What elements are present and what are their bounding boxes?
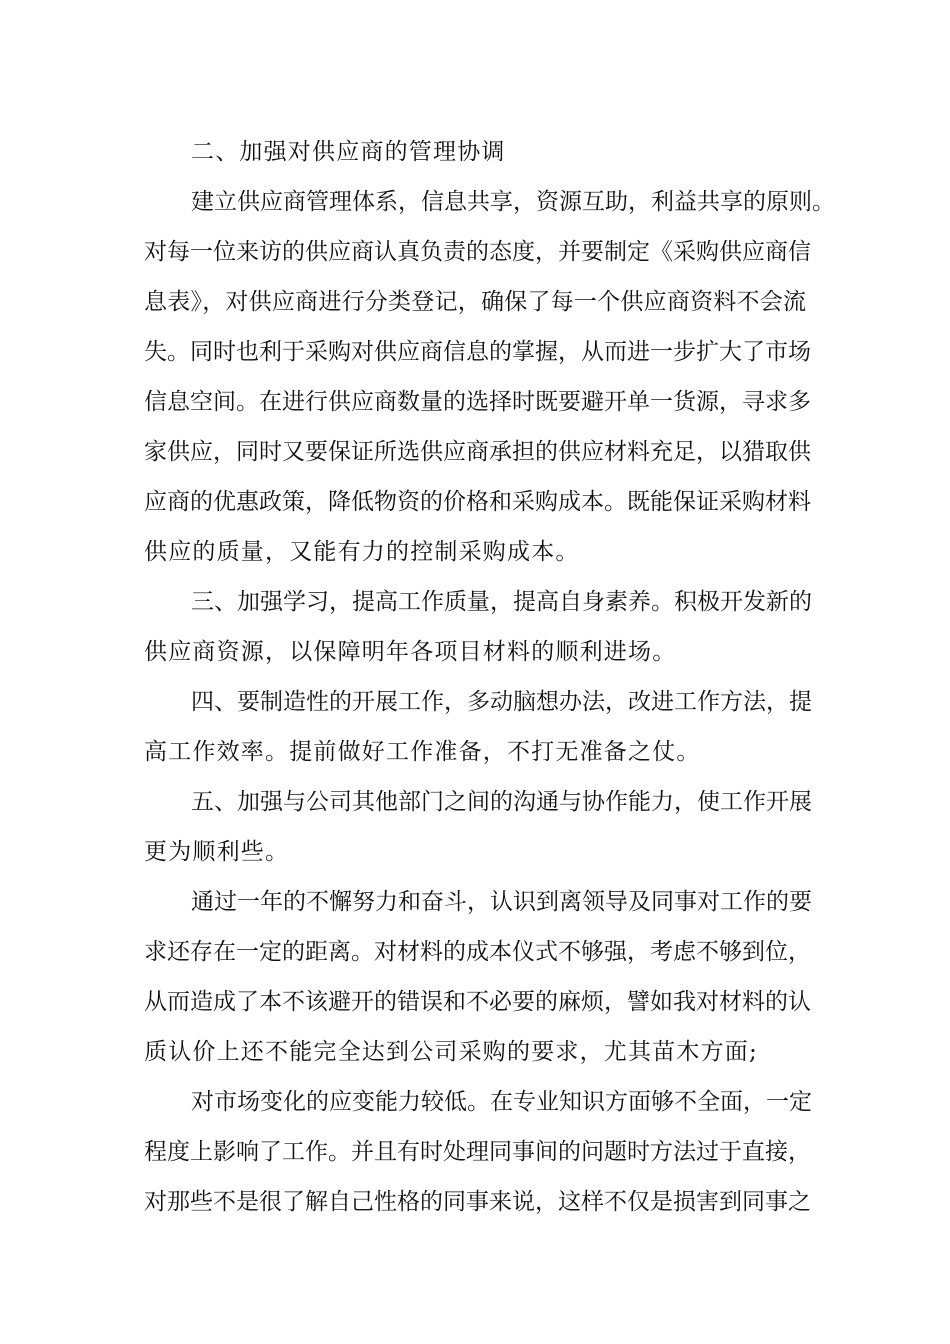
paragraph-line: 息表》，对供应商进行分类登记，确保了每一个供应商资料不会流 [144, 289, 806, 315]
section-heading-5: 五、加强与公司其他部门之间的沟通与协作能力，使工作开展 [191, 789, 812, 815]
paragraph-line: 应商的优惠政策，降低物资的价格和采购成本。既能保证采购材料 [144, 489, 811, 515]
paragraph-line: 对那些不是很了解自己性格的同事来说，这样不仅是损害到同事之 [144, 1189, 811, 1215]
paragraph-line: 程度上影响了工作。并且有时处理同事间的问题时方法过于直接， [144, 1139, 811, 1165]
paragraph-line: 高工作效率。提前做好工作准备，不打无准备之仗。 [144, 739, 701, 765]
section-heading-3: 三、加强学习，提高工作质量，提高自身素养。积极开发新的 [191, 589, 812, 615]
section-heading-2: 二、加强对供应商的管理协调 [191, 139, 506, 165]
paragraph-line: 供应商资源，以保障明年各项目材料的顺利进场。 [144, 639, 677, 665]
paragraph-line: 质认价上还不能完全达到公司采购的要求，尤其苗木方面; [144, 1039, 758, 1065]
paragraph-line: 从而造成了本不该避开的错误和不必要的麻烦，譬如我对材料的认 [144, 989, 811, 1015]
paragraph-line: 通过一年的不懈努力和奋斗，认识到离领导及同事对工作的要 [191, 889, 812, 915]
paragraph-line: 建立供应商管理体系，信息共享，资源互助，利益共享的原则。 [191, 189, 835, 215]
paragraph-line: 求还存在一定的距离。对材料的成本仪式不够强，考虑不够到位， [144, 939, 811, 965]
paragraph-line: 供应的质量，又能有力的控制采购成本。 [144, 539, 580, 565]
paragraph-line: 信息空间。在进行供应商数量的选择时既要避开单一货源，寻求多 [144, 389, 811, 415]
paragraph-line: 家供应，同时又要保证所选供应商承担的供应材料充足，以猎取供 [144, 439, 811, 465]
section-heading-4: 四、要制造性的开展工作，多动脑想办法，改进工作方法，提 [191, 689, 812, 715]
paragraph-line: 对市场变化的应变能力较低。在专业知识方面够不全面，一定 [191, 1089, 812, 1115]
paragraph-line: 更为顺利些。 [144, 839, 290, 865]
paragraph-line: 失。同时也利于采购对供应商信息的掌握，从而进一步扩大了市场 [144, 339, 811, 365]
paragraph-line: 对每一位来访的供应商认真负责的态度，并要制定《采购供应商信 [144, 239, 811, 265]
